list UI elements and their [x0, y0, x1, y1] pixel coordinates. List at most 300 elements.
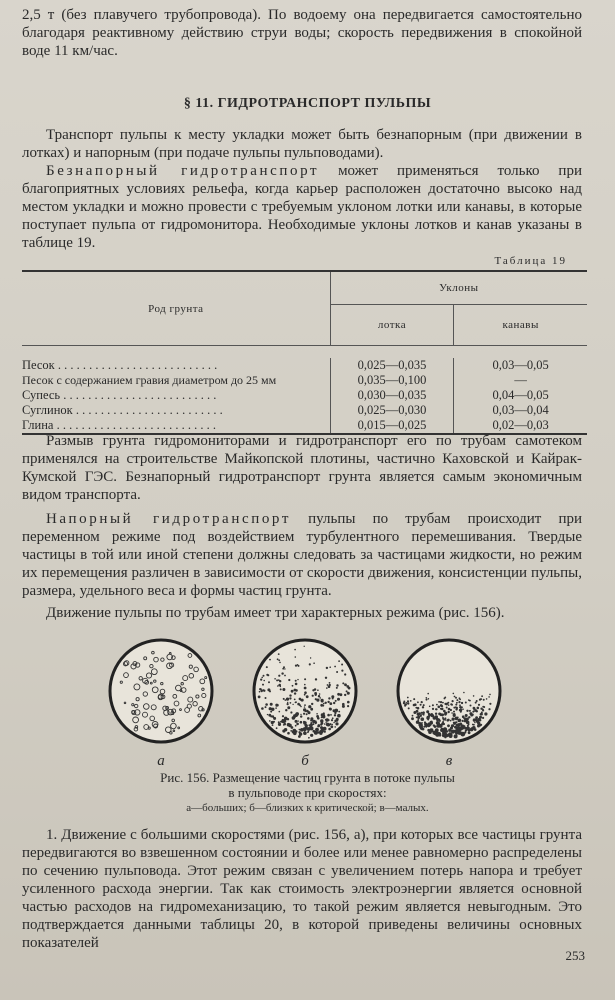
particle: [347, 692, 350, 695]
particle: [303, 721, 305, 723]
particle: [326, 667, 328, 669]
particle: [295, 701, 297, 703]
particle: [328, 697, 330, 699]
particle: [296, 723, 299, 726]
particle: [452, 700, 454, 702]
particle: [336, 687, 338, 689]
particle: [465, 702, 467, 704]
figure-156: [0, 636, 615, 768]
particle: [304, 678, 306, 680]
particle: [411, 717, 414, 720]
particle: [281, 672, 283, 674]
particle: [312, 695, 314, 697]
particle: [279, 662, 281, 664]
particle: [329, 666, 331, 668]
table-row: [22, 373, 587, 388]
particle: [265, 703, 268, 706]
particle: [422, 706, 424, 708]
particle: [342, 682, 344, 684]
particle: [303, 731, 307, 735]
table-caption: Таблица 19: [494, 255, 567, 267]
particle: [313, 662, 315, 664]
particle: [325, 719, 327, 721]
particle: [457, 717, 459, 719]
particle: [429, 724, 431, 726]
particle: [422, 728, 425, 731]
header-tray: лотка: [330, 305, 454, 346]
particle: [319, 697, 321, 699]
table-row: Глина . . . . . . . . . . . . . . . . . . . . . . . . . . 0,015—0,025 0,02—0,03: [22, 418, 587, 434]
particle: [458, 719, 462, 723]
particle: [435, 708, 437, 710]
term-gravity-transport: Безнапорный гидротранспорт: [46, 163, 320, 179]
particle: [263, 675, 265, 677]
particle: [284, 668, 285, 669]
table-row: Суглинок . . . . . . . . . . . . . . . . . . . . . . . . 0,025—0,030 0,03—0,04: [22, 403, 587, 418]
figure-caption-line1: Рис. 156. Размещение частиц грунта в потоке пульпы: [160, 770, 455, 785]
particle: [450, 727, 453, 730]
row-soil: Суглинок: [22, 403, 73, 417]
particle: [453, 711, 455, 713]
particle: [271, 708, 274, 711]
particle: [304, 684, 306, 686]
particle: [316, 699, 319, 702]
particle: [441, 728, 444, 731]
particle: [421, 701, 423, 703]
particle: [329, 682, 331, 684]
particle: [265, 697, 267, 699]
particle: [324, 714, 326, 716]
particle: [279, 711, 281, 713]
particle: [472, 724, 474, 726]
particle: [412, 715, 414, 717]
particle: [282, 715, 284, 717]
particle: [332, 724, 333, 725]
particle: [453, 707, 455, 709]
particle: [468, 716, 470, 718]
particle: [277, 685, 279, 687]
particle: [470, 714, 473, 717]
figure-caption-line2: в пульповоде при скоростях:: [228, 785, 387, 800]
paragraph-pressure-transport: [22, 510, 582, 600]
row-ditch-slope: —: [514, 373, 527, 387]
particle: [344, 673, 346, 675]
particle: [315, 678, 317, 680]
particle: [407, 702, 409, 704]
particle: [462, 708, 464, 710]
particle: [459, 699, 461, 701]
particle: [482, 706, 484, 708]
particle: [284, 675, 286, 677]
particle: [283, 698, 285, 700]
particle: [327, 701, 329, 703]
particle: [473, 695, 475, 697]
figure-label-b: б: [301, 753, 309, 769]
particle: [267, 688, 270, 691]
particle: [295, 665, 297, 667]
particle: [426, 716, 429, 719]
particle: [275, 704, 278, 707]
particle: [300, 715, 302, 717]
particle: [272, 724, 274, 726]
particle: [325, 702, 327, 704]
particle: [292, 704, 293, 705]
particle: [445, 734, 448, 737]
particle: [448, 711, 450, 713]
particle: [335, 722, 338, 725]
particle: [330, 714, 332, 716]
particle: [295, 656, 297, 658]
particle: [269, 659, 271, 661]
particle: [344, 694, 346, 696]
particle: [267, 714, 268, 715]
header-slopes: Уклоны: [330, 271, 587, 305]
particle: [324, 723, 326, 725]
particle: [455, 697, 457, 699]
particle: [470, 705, 472, 707]
particle: [287, 702, 288, 703]
particle: [291, 690, 294, 693]
particle: [334, 666, 336, 668]
row-ditch-slope: 0,03—0,05: [492, 358, 549, 372]
particle: [489, 703, 491, 705]
particle: [290, 702, 292, 704]
particle: [304, 704, 306, 706]
paragraph-gravity-transport: [22, 162, 582, 252]
particle: [266, 666, 268, 668]
term-pressure-transport: Напорный гидротранспорт: [46, 511, 291, 527]
particle: [442, 713, 444, 715]
particle: [453, 713, 456, 716]
particle: [298, 720, 299, 721]
particle: [320, 724, 322, 726]
particle: [452, 718, 455, 721]
particle: [299, 729, 300, 730]
particle: [478, 704, 480, 706]
particle: [429, 706, 431, 708]
particle: [444, 697, 446, 699]
particle: [489, 694, 491, 696]
particle: [426, 697, 428, 699]
particle: [440, 725, 442, 727]
particle: [294, 716, 296, 718]
particle: [271, 721, 274, 724]
particle: [461, 702, 463, 704]
particle: [330, 725, 333, 728]
particle: [327, 684, 329, 686]
particle: [410, 700, 412, 702]
particle: [284, 717, 288, 721]
particle: [466, 721, 470, 725]
particle: [447, 730, 449, 732]
row-ditch-slope: 0,04—0,05: [492, 388, 549, 402]
particle: [422, 711, 425, 714]
figure-label-a: а: [157, 753, 165, 769]
particle: [434, 725, 437, 728]
paragraph-high-speed: 1. Движение с большими скоростями (рис. 156, а), при которых все частицы грунта передвигаются во взвешенном состоянии и более или менее равномерно распределены по сечению пульповода. Этот режим связан с увеличением потерь напора и требует усиленного расхода энергии. Так как стоимость электроэнергии является основной частью расходов на гидромеханизацию, то такой режим является невыгодным. Это подтверждается данными таблицы 20, в которой приведены величины основных показателей: [22, 827, 582, 951]
particle: [459, 704, 461, 706]
particle: [408, 707, 410, 709]
paragraph-three-regimes: Движение пульпы по трубам имеет три характерных режима (рис. 156).: [46, 605, 505, 621]
particle: [278, 675, 280, 677]
particle: [319, 693, 321, 695]
particle: [310, 723, 313, 726]
particle: [314, 692, 317, 695]
particle: [289, 694, 291, 696]
particle: [310, 726, 314, 730]
particle: [282, 668, 284, 670]
particle: [298, 665, 300, 667]
particle: [417, 713, 420, 716]
particle: [329, 708, 331, 710]
particle: [456, 728, 458, 730]
particle: [310, 657, 311, 658]
particle: [436, 724, 439, 727]
particle: [292, 685, 294, 687]
particle: [316, 730, 318, 732]
particle: [414, 703, 417, 706]
particle: [462, 720, 464, 722]
particle: [303, 708, 306, 711]
particle: [282, 719, 284, 721]
particle: [263, 680, 265, 682]
particle: [460, 706, 462, 708]
particle: [287, 706, 290, 709]
particle: [340, 693, 343, 696]
particle: [446, 707, 448, 709]
particle: [442, 721, 444, 723]
particle: [449, 734, 453, 738]
particle: [275, 707, 277, 709]
particle: [280, 688, 282, 690]
particle: [347, 705, 349, 707]
particle: [486, 698, 488, 700]
particle: [468, 731, 471, 734]
paragraph-pressure-transport-text: пульпы по трубам происходит при переменном режиме под воздействием турбулентного перемешивания. Твердые частицы в той или иной степени должны следовать за частицами жидкости, но режим их перемещения различен в зависимости от скорости движения, консистенции пульпы, размера, удельного веса и формы частиц грунта.: [22, 511, 583, 599]
particle: [438, 706, 441, 709]
particle: [471, 729, 473, 731]
particle: [333, 722, 334, 723]
particle: [341, 670, 343, 672]
particle: [279, 680, 281, 682]
particle: [420, 715, 422, 717]
particle: [311, 703, 313, 705]
particle: [262, 689, 264, 691]
particle: [287, 703, 289, 705]
particle: [454, 734, 458, 738]
particle: [417, 707, 420, 710]
particle: [441, 708, 444, 711]
particle: [407, 700, 409, 702]
particle: [301, 699, 304, 702]
row-tray-slope: 0,030—0,035: [330, 388, 454, 403]
figure-caption-line3: а—больших; б—близких к критической; в—малых.: [186, 802, 429, 814]
particle: [317, 689, 319, 691]
particle: [473, 710, 475, 712]
particle: [331, 719, 333, 721]
particle: [289, 697, 291, 699]
particle: [323, 703, 325, 705]
particle: [480, 724, 482, 726]
particle: [276, 679, 278, 681]
particle: [295, 683, 298, 686]
particle: [416, 710, 419, 713]
particle: [336, 671, 338, 673]
particle: [447, 724, 450, 727]
particle: [316, 715, 319, 718]
particle: [426, 699, 428, 701]
particle: [442, 702, 444, 704]
particle: [261, 707, 264, 710]
particle: [294, 649, 296, 651]
row-tray-slope: 0,015—0,025: [330, 418, 454, 434]
particle: [455, 704, 457, 706]
particle: [429, 728, 433, 732]
particle: [337, 714, 341, 718]
particle: [308, 737, 310, 739]
particle: [450, 720, 452, 722]
particle: [444, 713, 446, 715]
particle: [346, 685, 349, 688]
particle: [439, 734, 442, 737]
header-soil-type: Род грунта: [22, 271, 330, 346]
particle: [278, 723, 281, 726]
particle: [304, 691, 307, 694]
particle: [454, 722, 456, 724]
particle: [336, 718, 339, 721]
particle: [460, 728, 463, 731]
particle: [324, 731, 326, 733]
particle: [326, 687, 328, 689]
particle: [328, 719, 329, 720]
particle: [293, 732, 297, 736]
particle: [268, 714, 271, 717]
particle: [308, 705, 311, 708]
particle: [463, 692, 465, 694]
particle: [320, 719, 323, 722]
particle: [270, 711, 272, 713]
particle: [336, 684, 338, 686]
particle: [320, 704, 323, 707]
particle: [260, 679, 262, 681]
particle: [303, 727, 307, 731]
row-tray-slope: 0,025—0,030: [330, 403, 454, 418]
particle: [465, 714, 468, 717]
particle: [315, 720, 317, 722]
particle: [418, 722, 421, 725]
table-row: Песок . . . . . . . . . . . . . . . . . . . . . . . . . . 0,025—0,035 0,03—0,05: [22, 358, 587, 373]
particle: [295, 689, 298, 692]
row-soil: Песок: [22, 358, 55, 372]
particle: [451, 712, 453, 714]
row-ditch-slope: 0,03—0,04: [492, 403, 549, 417]
particle: [307, 717, 310, 720]
particle: [344, 683, 347, 686]
particle: [321, 729, 324, 732]
particle: [294, 699, 296, 701]
particle: [306, 695, 309, 698]
particle: [438, 701, 440, 703]
particle: [334, 714, 336, 716]
row-soil: Песок с содержанием гравия диаметром до 25 мм: [22, 373, 277, 387]
particle: [423, 704, 425, 706]
particle: [341, 664, 343, 666]
particle: [433, 716, 437, 720]
particle: [423, 714, 425, 716]
particle: [306, 713, 308, 715]
particle: [436, 704, 438, 706]
particle: [405, 702, 407, 704]
particle: [300, 714, 301, 715]
particle: [451, 725, 453, 727]
page-number: 253: [565, 948, 585, 963]
particle: [456, 730, 459, 733]
particle: [425, 726, 427, 728]
header-ditch: канавы: [454, 305, 587, 346]
particle: [443, 718, 445, 720]
particle: [476, 710, 478, 712]
particle: [294, 692, 296, 694]
particle: [459, 709, 462, 712]
particle: [330, 728, 331, 729]
particle: [347, 701, 350, 704]
particle: [454, 696, 456, 698]
pipe-section-large-particles: [106, 636, 216, 746]
particle: [304, 706, 305, 707]
particle: [304, 687, 307, 690]
particle: [295, 680, 297, 682]
particle: [483, 699, 485, 701]
particle: [287, 732, 290, 735]
figure-a: [106, 636, 216, 770]
particle: [312, 689, 314, 691]
particle: [313, 730, 316, 733]
particle: [435, 713, 437, 715]
particle: [438, 719, 440, 721]
particle: [288, 679, 290, 681]
particle: [420, 704, 422, 706]
particle: [456, 707, 458, 709]
particle: [404, 705, 406, 707]
particle: [278, 684, 281, 687]
particle: [480, 713, 483, 716]
particle: [299, 704, 301, 706]
row-tray-slope: 0,035—0,100: [330, 373, 454, 388]
particle: [472, 726, 476, 730]
particle: [475, 702, 477, 704]
particle: [300, 721, 303, 724]
particle: [427, 693, 429, 695]
pipe-section-critical: [250, 636, 360, 746]
particle: [308, 711, 311, 714]
particle: [456, 699, 458, 701]
particle: [465, 729, 467, 731]
particle: [285, 699, 287, 701]
particle: [313, 723, 315, 725]
particle: [278, 659, 280, 661]
particle: [286, 698, 289, 701]
intro-paragraph: 2,5 т (без плавучего трубопровода). По водоему она передвигается самостоятельно благодаря реактивному действию струи воды; скорость передвижения в спокойной воде 11 км/час.: [22, 7, 582, 59]
particle: [428, 698, 430, 700]
particle: [327, 714, 330, 717]
particle: [317, 718, 318, 719]
particle: [417, 701, 419, 703]
particle: [326, 723, 330, 727]
particle: [288, 724, 292, 728]
particle: [270, 703, 273, 706]
particle: [259, 691, 261, 693]
particle: [478, 718, 481, 721]
